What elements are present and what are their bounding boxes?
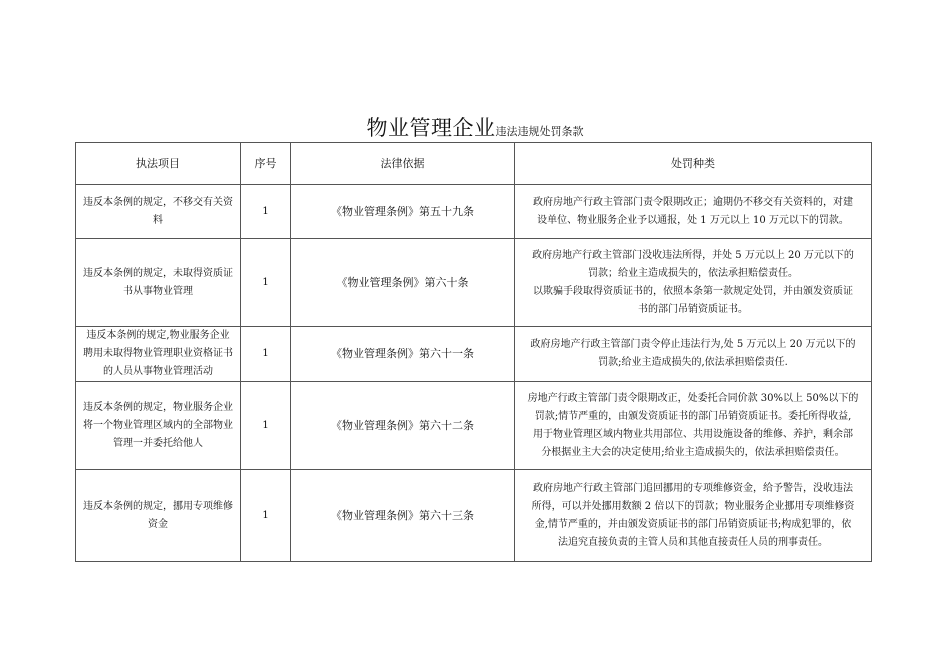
penalty-line: 所得，可以并处挪用数额 2 倍以下的罚款；物业服务企业挪用专项维修资: [531, 500, 855, 512]
penalty-line: 政府房地产行政主管部门追回挪用的专项维修资金，给予警告，没收违法: [533, 482, 853, 494]
title-main: 物业管理企业: [366, 116, 496, 140]
penalty-line: 政府房地产行政主管部门责令停止违法行为,处 5 万元以上 20 万元以下的: [530, 339, 856, 350]
penalty-line: 金,情节严重的，并由颁发资质证书的部门吊销资质证书;构成犯罪的，依: [534, 518, 852, 530]
row-penalty: [515, 327, 872, 382]
row-penalty: [515, 382, 872, 470]
row-seq: 1: [241, 382, 291, 470]
penalty-line: 罚款;情节严重的，由颁发资质证书的部门吊销资质证书。委托所得收益,: [534, 410, 852, 422]
row-seq: 1: [241, 327, 291, 382]
row-penalty: [515, 470, 872, 562]
table-row: [76, 239, 872, 327]
penalty-line: 罚款；给业主造成损失的，依法承担赔偿责任。: [588, 267, 798, 279]
penalty-line: 用于物业管理区域内物业共用部位、共用设施设备的维修、养护，剩余部: [533, 428, 853, 440]
penalty-line: 法追究直接负责的主管人员和其他直接责任人员的刑事责任。: [558, 536, 828, 548]
page-title: [0, 112, 950, 142]
row-item: 违反本条例的规定，不移交有关资料: [76, 185, 241, 239]
row-seq: 1: [241, 470, 291, 562]
row-basis: 《物业管理条例》第六十条: [291, 239, 515, 327]
row-penalty: [515, 185, 872, 239]
penalty-line: 政府房地产行政主管部门没收违法所得，并处 5 万元以上 20 万元以下的: [532, 249, 854, 261]
penalty-line: 分根据业主大会的决定使用;给业主造成损失的，依法承担赔偿责任。: [541, 446, 845, 458]
penalty-line: 罚款;给业主造成损失的,依法承担赔偿责任.: [598, 357, 788, 368]
row-basis: 《物业管理条例》第六十二条: [291, 382, 515, 470]
penalty-line: 政府房地产行政主管部门责令限期改正；逾期仍不移交有关资料的，对建: [533, 196, 853, 208]
table-row: [76, 327, 872, 382]
row-basis: 《物业管理条例》第六十三条: [291, 470, 515, 562]
row-item: 违反本条例的规定，未取得资质证书从事物业管理: [76, 239, 241, 327]
row-item: 违反本条例的规定，物业服务企业将一个物业管理区域内的全部物业管理一并委托给他人: [76, 382, 241, 470]
row-item: 违反本条例的规定,物业服务企业聘用未取得物业管理职业资格证书的人员从事物业管理活动: [76, 327, 241, 382]
row-seq: 1: [241, 239, 291, 327]
penalty-line: 设单位、物业服务企业予以通报，处 1 万元以上 10 万元以下的罚款。: [537, 214, 849, 226]
penalty-table: [75, 142, 872, 562]
header-item: 执法项目: [76, 143, 241, 185]
penalty-line: 房地产行政主管部门责令限期改正，处委托合同价款 30%以上 50%以下的: [527, 392, 859, 404]
table-header-row: [76, 143, 872, 185]
table-row: [76, 185, 872, 239]
table-row: [76, 470, 872, 562]
row-seq: 1: [241, 185, 291, 239]
header-seq: 序号: [241, 143, 291, 185]
penalty-line: 书的部门吊销资质证书。: [638, 303, 748, 315]
penalty-line: 以欺骗手段取得资质证书的，依照本条第一款规定处罚，并由颁发资质证: [533, 285, 853, 297]
title-sub: 违法违规处罚条款: [495, 125, 584, 138]
row-penalty: [515, 239, 872, 327]
header-penalty: 处罚种类: [515, 143, 872, 185]
table-row: [76, 382, 872, 470]
row-basis: 《物业管理条例》第六十一条: [291, 327, 515, 382]
row-basis: 《物业管理条例》第五十九条: [291, 185, 515, 239]
row-item: 违反本条例的规定，挪用专项维修资金: [76, 470, 241, 562]
header-basis: 法律依据: [291, 143, 515, 185]
